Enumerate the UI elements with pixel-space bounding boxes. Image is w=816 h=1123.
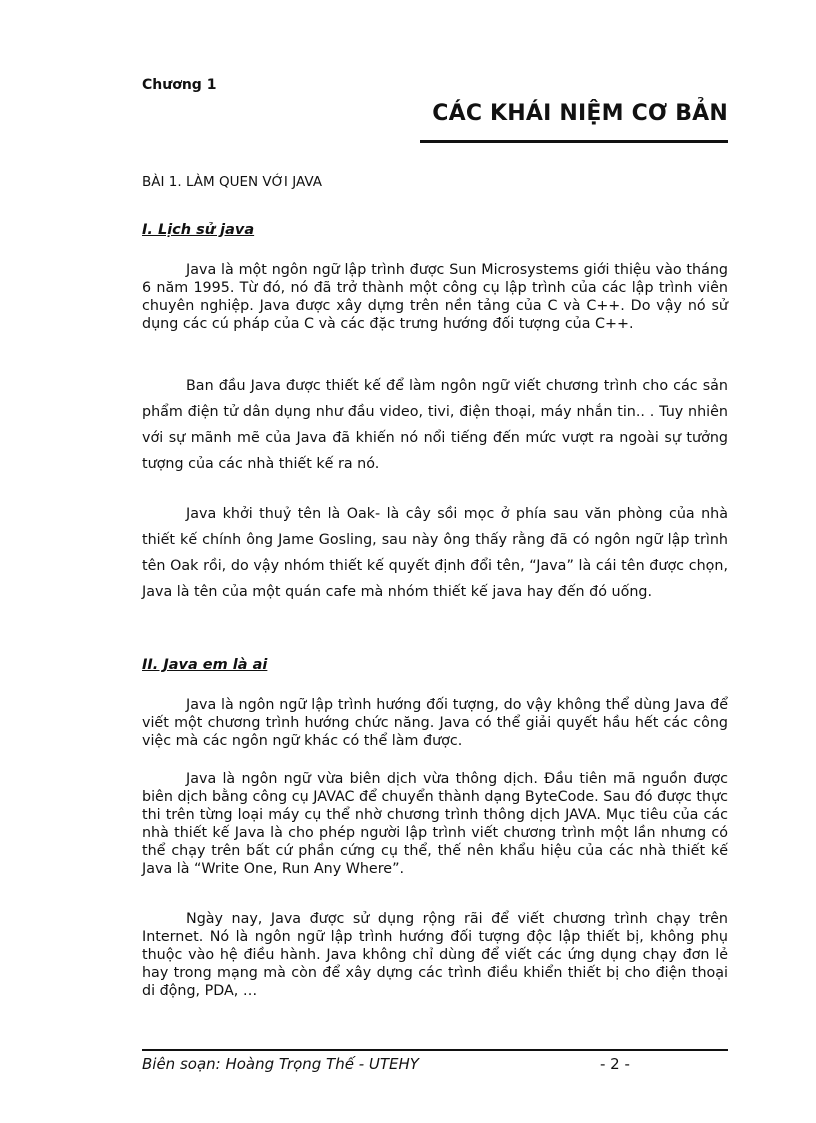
lesson-title: BÀI 1. LÀM QUEN VỚI JAVA: [142, 174, 322, 190]
page-number: - 2 -: [600, 1055, 630, 1073]
footer-author: Biên soạn: Hoàng Trọng Thế - UTEHY: [142, 1055, 419, 1073]
chapter-title: CÁC KHÁI NIỆM CƠ BẢN: [432, 101, 728, 126]
paragraph: Ban đầu Java được thiết kế để làm ngôn ngữ viết chương trình cho các sản phẩm điện tử dân dụng như đầu video, tivi, điện thoại, máy nhắn tin.. . Tuy nhiên với sự mãnh mẽ của Java đã khiến nó nổi tiếng đến mức vượt ra ngoài sự tưởng tượng của các nhà thiết kế ra nó.: [142, 378, 728, 472]
paragraph: Java là ngôn ngữ vừa biên dịch vừa thông dịch. Đầu tiên mã nguồn được biên dịch bằng công cụ JAVAC để chuyển thành dạng ByteCode. Sau đó được thực thi trên từng loại máy cụ thể nhờ chương trình thông dịch JAVA. Mục tiêu của các nhà thiết kế Java là cho phép người lập trình viết chương trình một lần nhưng có thể chạy trên bất cứ phần cứng cụ thể, thế nên khẩu hiệu của các nhà thiết kế Java là “Write One, Run Any Where”.: [142, 771, 728, 877]
paragraph: Java khởi thuỷ tên là Oak- là cây sồi mọc ở phía sau văn phòng của nhà thiết kế chính ông Jame Gosling, sau này ông thấy rằng đã có ngôn ngữ lập trình tên Oak rồi, do vậy nhóm thiết kế quyết định đổi tên, “Java” là cái tên được chọn, Java là tên của một quán cafe mà nhóm thiết kế java hay đến đó uống.: [142, 506, 728, 600]
section-heading-about: II. Java em là ai: [142, 657, 268, 673]
chapter-label: Chương 1: [142, 77, 217, 93]
paragraph: Java là ngôn ngữ lập trình hướng đối tượng, do vậy không thể dùng Java để viết một chương trình hướng chức năng. Java có thể giải quyết hầu hết các công việc mà các ngôn ngữ khác có thể làm được.: [142, 697, 728, 749]
section-heading-history: I. Lịch sử java: [142, 222, 255, 238]
paragraph: Java là một ngôn ngữ lập trình được Sun Microsystems giới thiệu vào tháng 6 năm 1995. Từ đó, nó đã trở thành một công cụ lập trình của các lập trình viên chuyên nghiệp. Java được xây dựng trên nền tảng của C và C++. Do vậy nó sử dụng các cú pháp của C và các đặc trưng hướng đối tượng của C++.: [142, 262, 728, 332]
paragraph: Ngày nay, Java được sử dụng rộng rãi để viết chương trình chạy trên Internet. Nó là ngôn ngữ lập trình hướng đối tượng độc lập thiết bị, không phụ thuộc vào hệ điều hành. Java không chỉ dùng để viết các ứng dụng chạy đơn lẻ hay trong mạng mà còn để xây dựng các trình điều khiển thiết bị cho điện thoại di động, PDA, …: [142, 911, 728, 999]
footer-rule: [142, 1049, 728, 1051]
title-rule: [420, 140, 728, 143]
